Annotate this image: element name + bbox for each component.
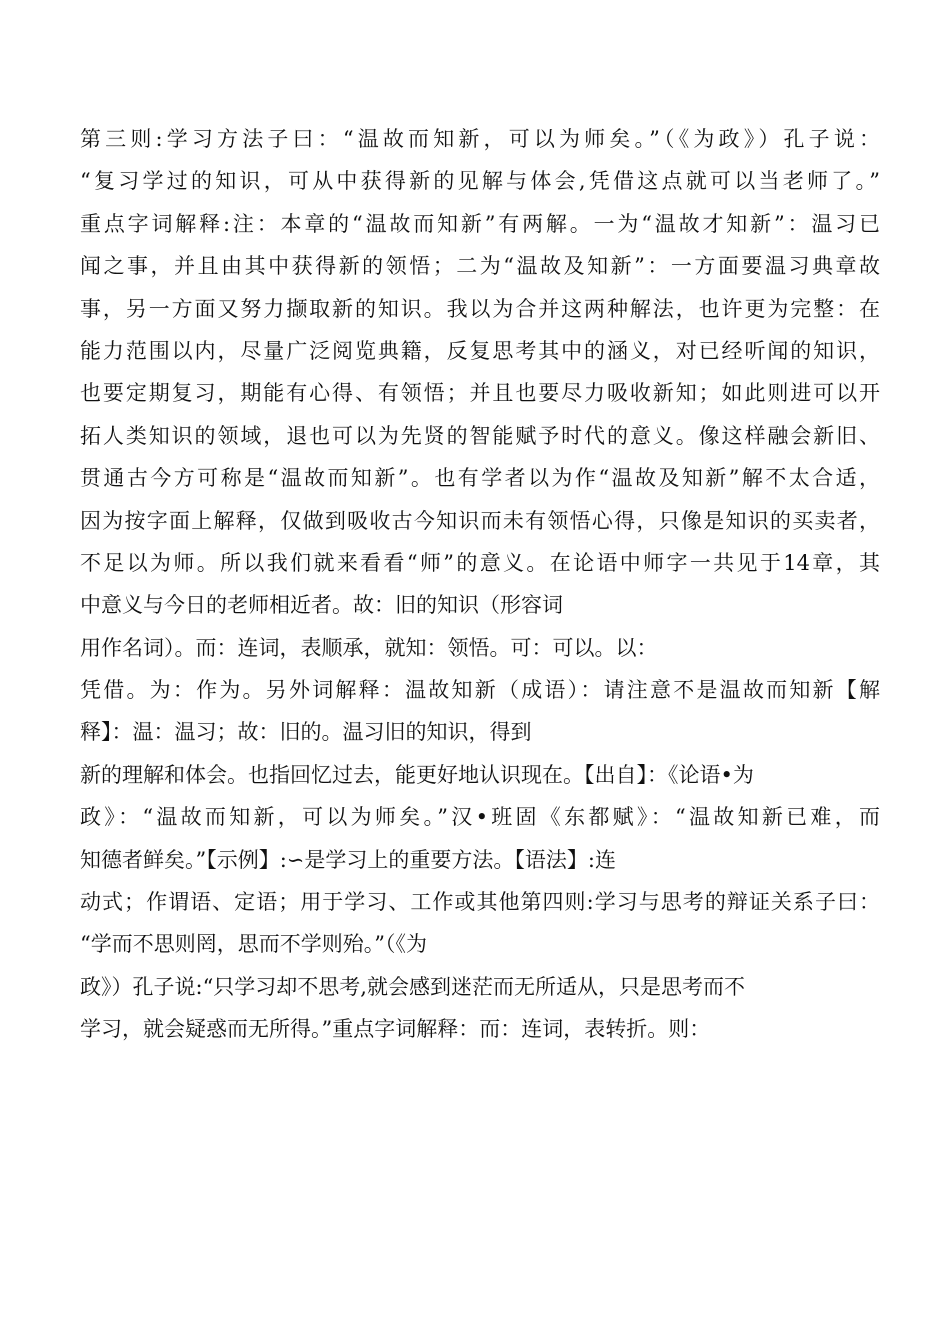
text-line-2: “复习学过的知识，可从中获得新的见解与体会,凭借这点就可以当老师了。”: [80, 169, 880, 194]
text-line-6: 能力范围以内，尽量广泛阅览典籍，反复思考其中的涵义，对已经听闻的知识，: [80, 338, 880, 363]
text-line-18: 知德者鲜矣。”【示例】:∽是学习上的重要方法。【语法】:连: [80, 847, 616, 872]
text-line-4: 闻之事，并且由其中获得新的领悟；二为“温故及知新”：一方面要温习典章故: [80, 254, 880, 279]
text-line-3: 重点字词解释:注：本章的“温故而知新”有两解。一为“温故才知新”：温习已: [80, 211, 880, 236]
text-line-14: 凭借。为：作为。另外词解释：温故知新（成语）：请注意不是温故而知新【解: [80, 678, 880, 703]
text-line-22: 学习，就会疑惑而无所得。”重点字词解释：而：连词，表转折。则：: [80, 1017, 711, 1042]
text-line-10: 因为按字面上解释，仅做到吸收古今知识而未有领悟心得，只像是知识的买卖者，: [80, 508, 880, 533]
text-line-19: 动式；作谓语、定语；用于学习、工作或其他第四则:学习与思考的辩证关系子曰：: [80, 890, 880, 915]
text-line-8: 拓人类知识的领域，退也可以为先贤的智能赋予时代的意义。像这样融会新旧、: [80, 423, 880, 448]
text-line-21: 政》）孔子说:“只学习却不思考,就会感到迷茫而无所适从，只是思考而不: [80, 974, 745, 999]
text-line-16: 新的理解和体会。也指回忆过去，能更好地认识现在。【出自】：《论语•为: [80, 762, 754, 787]
text-line-7: 也要定期复习，期能有心得、有领悟；并且也要尽力吸收新知；如此则进可以开: [80, 381, 880, 406]
text-line-9: 贯通古今方可称是“温故而知新”。也有学者以为作“温故及知新”解不太合适，: [80, 466, 880, 491]
text-line-5: 事，另一方面又努力撷取新的知识。我以为合并这两种解法，也许更为完整：在: [80, 296, 880, 321]
text-line-1: 第三则:学习方法子曰：“温故而知新，可以为师矣。”（《为政》）孔子说：: [80, 127, 880, 151]
text-line-12: 中意义与今日的老师相近者。故：旧的知识（形容词: [80, 593, 563, 618]
document-body: [80, 118, 880, 1051]
text-line-17: 政》：“温故而知新，可以为师矣。”汉•班固《东都赋》：“温故知新已难，而: [80, 805, 880, 830]
text-line-13: 用作名词）。而：连词，表顺承，就知：领悟。可：可以。以：: [80, 635, 658, 660]
text-line-20: “学而不思则罔，思而不学则殆。”（《为: [80, 932, 427, 957]
text-line-11: 不足以为师。所以我们就来看看“师”的意义。在论语中师字一共见于14章，其: [80, 550, 880, 575]
text-line-15: 释】：温：温习；故：旧的。温习旧的知识，得到: [80, 720, 532, 745]
